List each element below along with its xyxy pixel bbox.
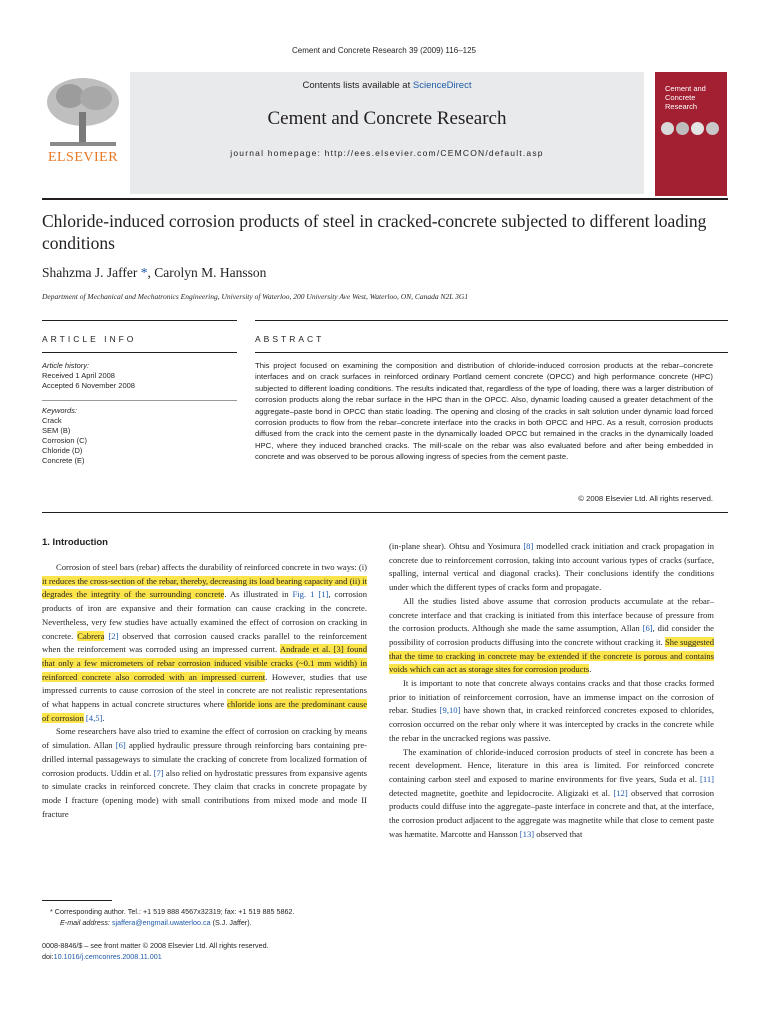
footnote-rule: [42, 900, 112, 901]
keyword: Concrete (E): [42, 456, 85, 465]
email-line: E-mail address: sjaffera@engmail.uwaterloo.ca (S.J. Jaffer).: [60, 918, 252, 927]
publisher-name: ELSEVIER: [47, 150, 119, 165]
abstract-text: This project focused on examining the composition and distribution of chloride-induced corrosion products at the rebar–concrete interfaces and on crack surfaces in reinforced ordinary Portland cement concrete (OPCC) and high performance concrete (HPC) subjected to different loading conditions. The results indicated that, regardless of the type of loading, there was a larger distribution of corrosion products along the rebar surface in the HPC than in the OPCC. Also, dynamic loading caused a greater detachment of the aggregate–paste bond in OPCC than static loading. The opening and closing of the cracks in salt solution under dynamic load forced corrosion products to flow from the rebar–concrete interface into the cracks in both OPCC and HPC. As a result, corrosion products diffused from the crack into the cement paste in the dynamically loaded OPCC but remained in the cracks in the dynamically loaded HPC, where they induced branched cracks. The mill-scale on the rebar was also evaluated before and after being embedded in concrete and was observed to be porous allowing ingress of species from the cement paste.: [255, 361, 713, 462]
contents-line: Contents lists available at ScienceDirect: [302, 80, 472, 91]
article-info-heading: ARTICLE INFO: [42, 334, 137, 344]
cover-images: [661, 122, 723, 135]
email-link[interactable]: sjaffera@engmail.uwaterloo.ca: [111, 918, 211, 927]
citation-link[interactable]: [8]: [523, 541, 534, 551]
paragraph: It is important to note that concrete always contains cracks and that those cracks formed prior to initiation of reinforcement corrosion, have an immense impact on the corrosion of rebar. Studies [9,10] have shown that, in cracked reinforced concretes exposed to chlorides, corrosion occurred on the rebar only where it was intercepted by cracks in the concrete while the rebar in the uncracked regions was passive.: [389, 678, 714, 743]
authors: Shahzma J. Jaffer *, Carolyn M. Hansson: [42, 265, 267, 280]
paragraph: (in-plane shear). Ohtsu and Yosimura [8] modelled crack initiation and crack propagation in concrete due to reinforcement corrosion, taking into account various types of cracks (surface, spalling, internal vertical and diagonal cracks). Their conclusions identify the conditions under which the different types of cracks form and propagate.: [389, 541, 714, 593]
footnote: [42, 906, 367, 928]
article-info-rule: [42, 352, 237, 353]
doi-link[interactable]: 10.1016/j.cemconres.2008.11.001: [53, 952, 162, 961]
paragraph: The examination of chloride-induced corrosion products of steel in concrete has been a recent development. Hence, literature in this area is limited. For reinforced concrete containing carbon steel and exposed to marine environments for five years, Suda et al. [11] detected magnetite, goethite and lepidocrocite. Aligizaki et al. [12] observed that corrosion products could diffuse into the aggregate–paste interface in concrete and that, at the interface, the corrosion product adjacent to the aggregate was magnetite while that close to cement paste was hæmatite. Marcotte and Hansson [13] observed that: [389, 746, 715, 839]
citation-link[interactable]: [12]: [613, 787, 628, 798]
abstract-copyright: © 2008 Elsevier Ltd. All rights reserved.: [578, 494, 713, 503]
keywords-rule: [42, 400, 237, 401]
citation-link[interactable]: [9,10]: [439, 705, 461, 716]
abstract-top-rule: [255, 320, 728, 321]
paragraph: Corrosion of steel bars (rebar) affects the durability of reinforced concrete in two ways: (i) it reduces the cross-section of the rebar, thereby, decreasing its load bearing capacity and (ii) it degrades the integrity of the surrounding concrete. As illustrated in Fig. 1 [1], corrosion products of iron are expansive and their formation can cause cracking in the concrete. Nevertheless, very few studies have actually examined the effect of corrosion on cracking in concrete. Cabrera [2] observed that corrosion caused cracks parallel to the reinforcement when the reinforcement was corroded using an impressed current. Andrade et al. [3] found that only a few micrometers of rebar corrosion induced visible cracks (~0.1 mm width) in reinforced concrete also corroded with an impressed current. However, studies that use impressed currents to cause corrosion of the steel in concrete are not realistic representations of what happens in actual concrete structures where chloride ions are the predominant cause of corrosion [4,5].: [42, 562, 368, 723]
cover-title: Cement and Concrete Research: [665, 84, 706, 111]
keywords: Keywords: Crack SEM (B) Corrosion (C) Chloride (D) Concrete (E): [42, 406, 237, 466]
citation-link[interactable]: [11]: [700, 773, 714, 784]
journal-cover: [655, 72, 727, 196]
intro-right-column: [389, 540, 714, 841]
article-title: Chloride-induced corrosion products of steel in cracked-concrete subjected to different loading conditions: [42, 211, 707, 253]
figure-ref-link[interactable]: Fig. 1 [1]: [292, 589, 329, 600]
keyword: Chloride (D): [42, 446, 83, 455]
article-history: Article history: Received 1 April 2008 Accepted 6 November 2008: [42, 361, 135, 390]
citation-link[interactable]: [7]: [153, 767, 164, 778]
intro-left-column: [42, 561, 367, 821]
corresponding-author-note: * Corresponding author. Tel.: +1 519 888 4567x32319; fax: +1 519 885 5862.: [50, 907, 295, 916]
journal-reference: Cement and Concrete Research 39 (2009) 116–125: [292, 46, 476, 55]
paragraph: Some researchers have also tried to examine the effect of corrosion on cracking by means of simulation. Allan [6] applied hydraulic pressure through reinforcing bars containing pre-drilled internal passageways to simulate the cracking of concrete from localized formation of corrosion products. Uddin et al. [7] also relied on hydrostatic pressures from expansive agents to simulate cracks in reinforced concrete. They claim that cracks in concrete propagate by mode I fracture (opening mode) with small contributions from mixed mode and mode II fracture: [42, 726, 368, 819]
header-rule: [42, 198, 728, 200]
corresponding-author-link[interactable]: *: [140, 265, 148, 280]
journal-title: Cement and Concrete Research: [267, 108, 507, 129]
keyword: Corrosion (C): [42, 436, 88, 445]
article-info-top-rule: [42, 320, 237, 321]
section-heading: 1. Introduction: [42, 537, 108, 548]
citation-link[interactable]: [4,5]: [83, 712, 103, 723]
affiliation: Department of Mechanical and Mechatronics Engineering, University of Waterloo, 200 University Ave West, Waterloo, ON, Canada N2L 3G1: [42, 292, 469, 301]
paragraph: All the studies listed above assume that corrosion products accumulate at the rebar–concrete interface and that cracking is initiated from this interface because of pressure from the corrosion products. Although she made the same assumption, Allan [6], did consider the possibility of corrosion products diffusing into the concrete without cracking it. She suggested that the time to cracking in concrete may be extended if the concrete is porous and contains voids which can act as storage sites for corrosion products.: [389, 595, 714, 675]
citation-link[interactable]: [13]: [519, 828, 535, 839]
elsevier-logo: [42, 72, 124, 168]
keyword: SEM (B): [42, 426, 71, 435]
citation-link[interactable]: [6]: [115, 740, 126, 751]
abstract-heading: ABSTRACT: [255, 334, 325, 344]
issn-line: 0008-8846/$ – see front matter © 2008 Elsevier Ltd. All rights reserved.: [42, 941, 269, 950]
journal-homepage[interactable]: journal homepage: http://ees.elsevier.com/CEMCON/default.asp: [230, 148, 544, 158]
citation-link[interactable]: [6]: [642, 623, 653, 634]
doi-line: doi:10.1016/j.cemconres.2008.11.001: [42, 952, 162, 961]
citation-link[interactable]: [2]: [104, 630, 119, 641]
keyword: Crack: [42, 416, 62, 425]
sciencedirect-link[interactable]: ScienceDirect: [412, 80, 472, 91]
abstract-rule: [255, 352, 728, 353]
abstract-bottom-rule: [42, 512, 728, 513]
